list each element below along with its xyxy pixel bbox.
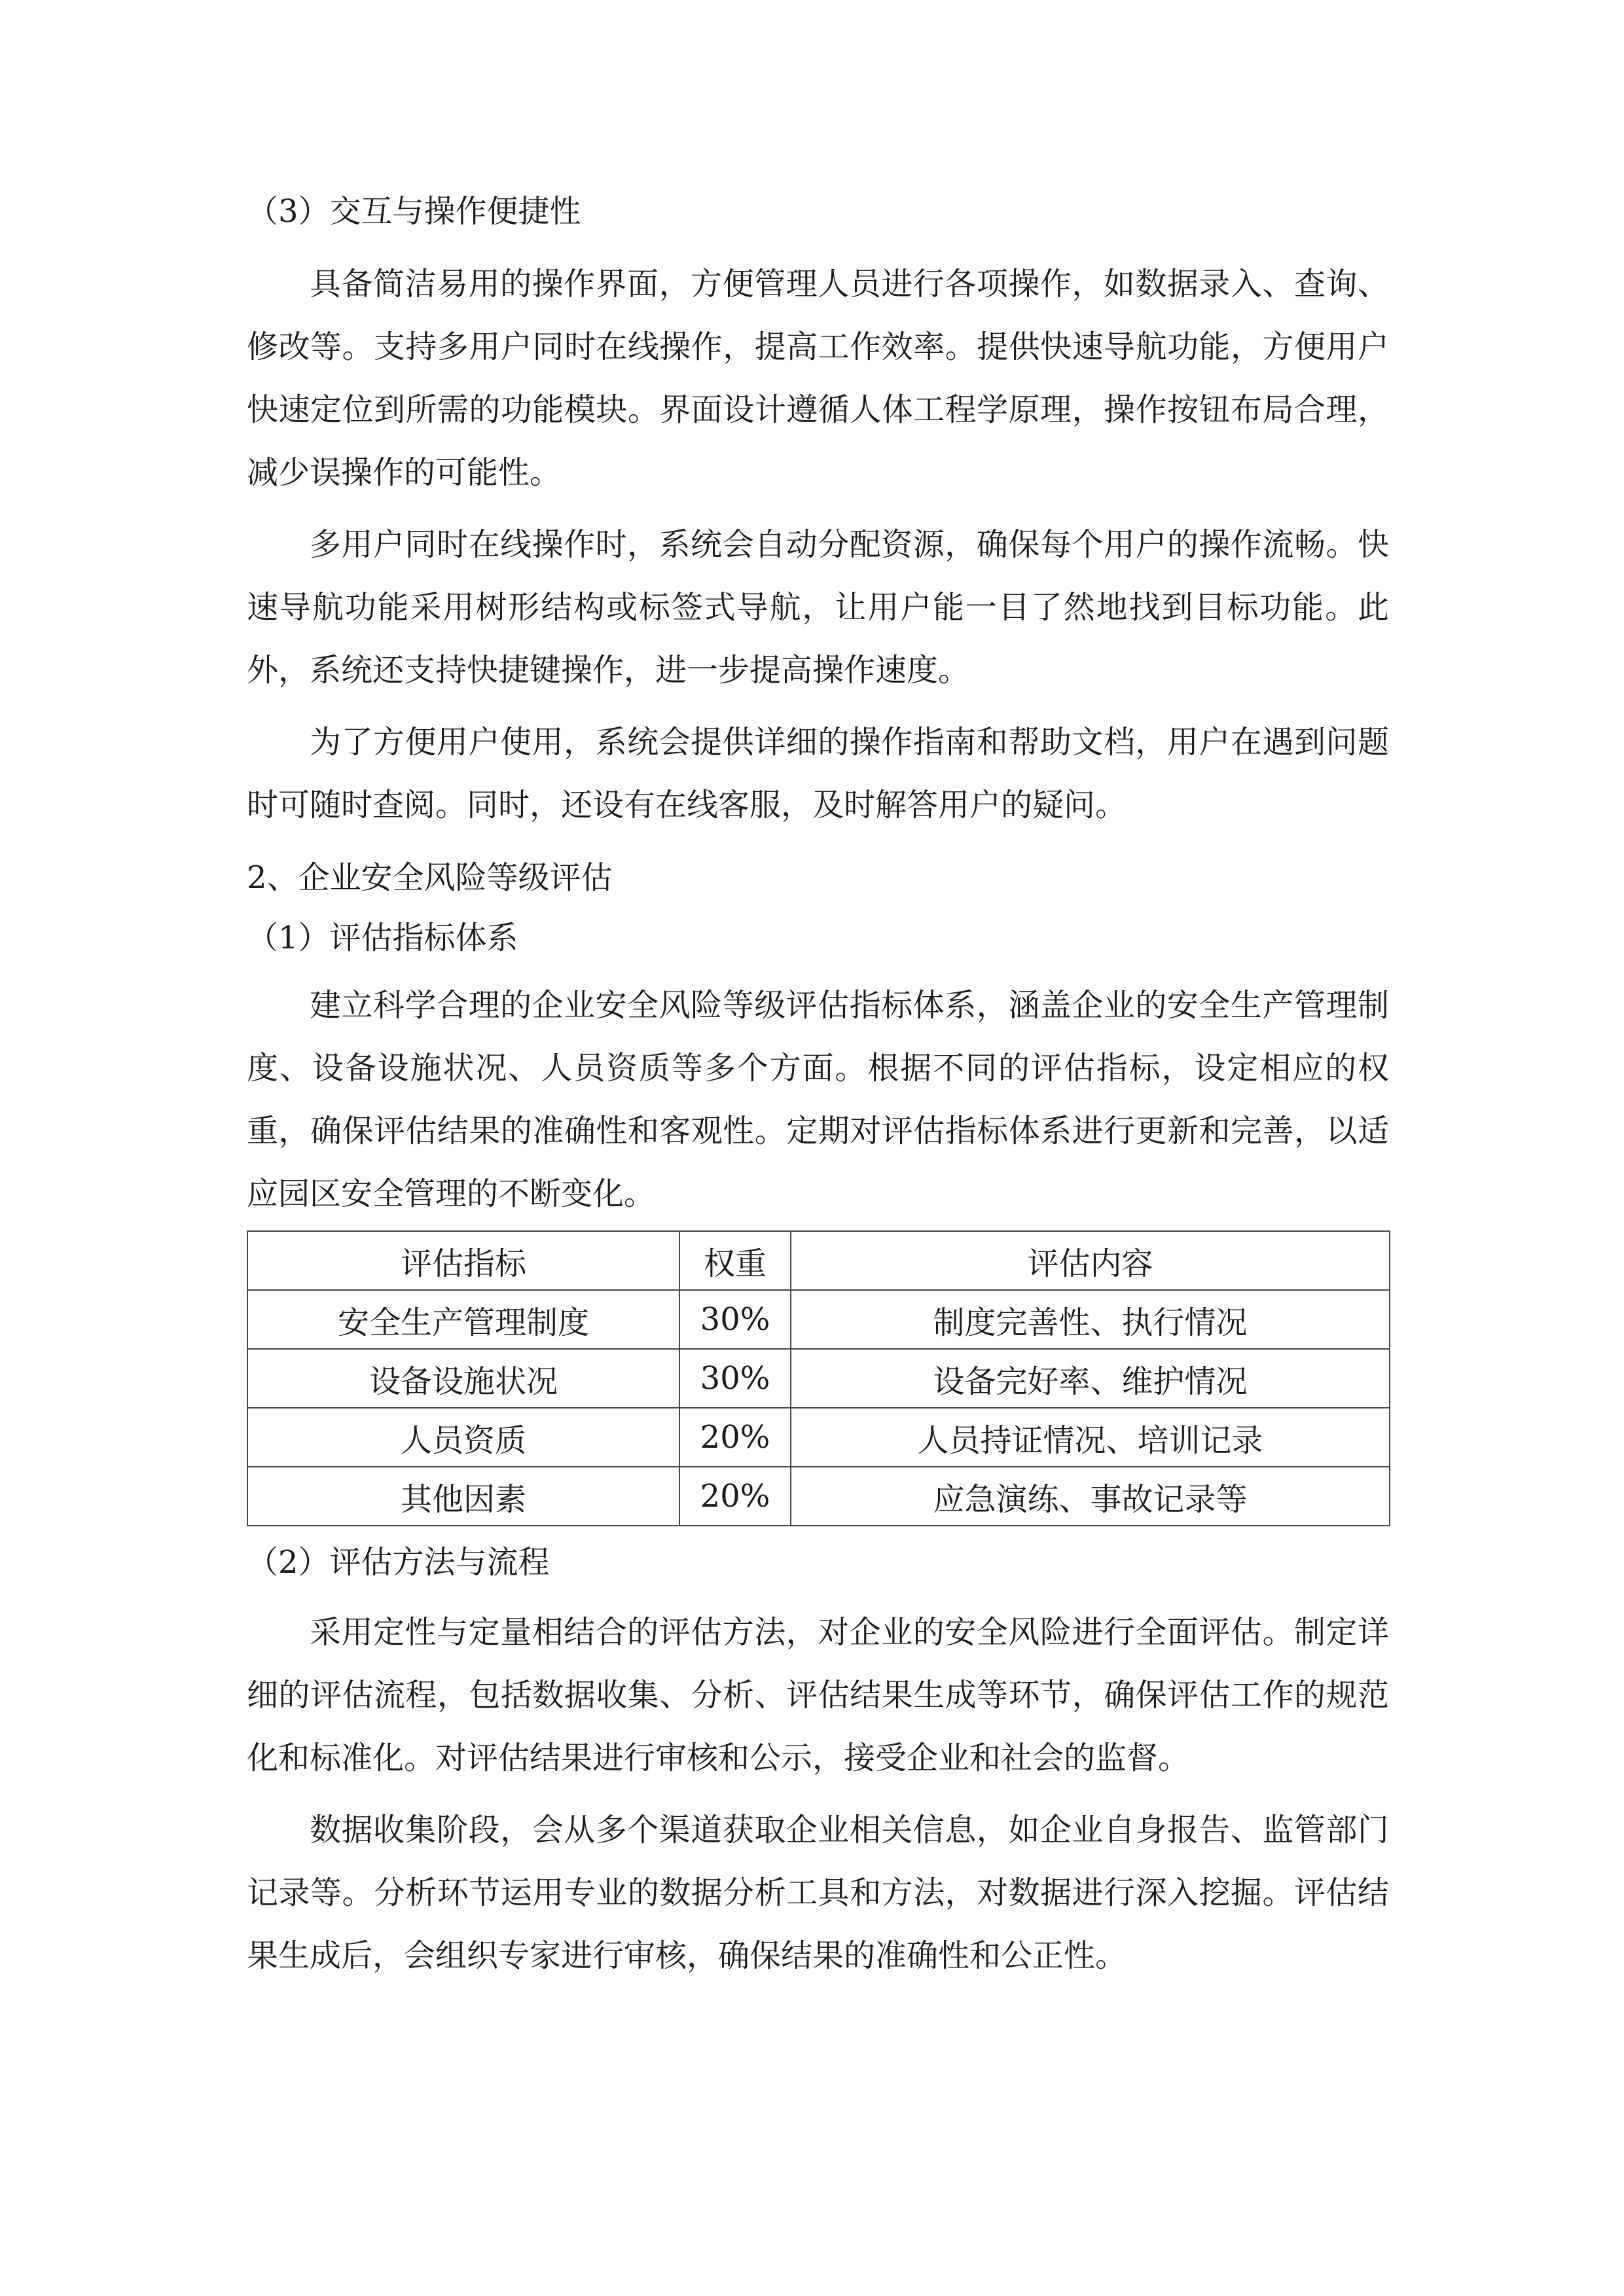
table-cell: 设备完好率、维护情况 [791, 1349, 1390, 1408]
table-cell: 人员资质 [247, 1408, 679, 1467]
paragraph-a3: 为了方便用户使用，系统会提供详细的操作指南和帮助文档，用户在遇到问题时可随时查阅。同时，还设有在线客服，及时解答用户的疑问。 [247, 724, 1389, 823]
table-cell: 20% [679, 1467, 791, 1526]
table-cell: 30% [679, 1349, 791, 1408]
table-cell: 设备设施状况 [247, 1349, 679, 1408]
table-row [247, 1290, 1390, 1349]
table-header-row [247, 1231, 1390, 1290]
paragraph-a2: 多用户同时在线操作时，系统会自动分配资源，确保每个用户的操作流畅。快速导航功能采用树形结构或标签式导航，让用户能一目了然地找到目标功能。此外，系统还支持快捷键操作，进一步提高操作速度。 [247, 526, 1389, 689]
paragraph-c2: 数据收集阶段，会从多个渠道获取企业相关信息，如企业自身报告、监管部门记录等。分析环节运用专业的数据分析工具和方法，对数据进行深入挖掘。评估结果生成后，会组织专家进行审核，确保结果的准确性和公正性。 [247, 1812, 1389, 1974]
section-2-heading: （2）评估方法与流程 [247, 1544, 550, 1581]
chapter-2-heading: 2、企业安全风险等级评估 [247, 859, 613, 896]
table-cell: 安全生产管理制度 [247, 1290, 679, 1349]
paragraph-a1: 具备简洁易用的操作界面，方便管理人员进行各项操作，如数据录入、查询、修改等。支持多用户同时在线操作，提高工作效率。提供快速导航功能，方便用户快速定位到所需的功能模块。界面设计遵循人体工程学原理，操作按钮布局合理，减少误操作的可能性。 [247, 266, 1389, 491]
section-1-heading: （1）评估指标体系 [247, 920, 518, 956]
table-cell: 20% [679, 1408, 791, 1467]
table-header-cell: 评估内容 [791, 1231, 1390, 1290]
table-cell: 制度完善性、执行情况 [791, 1290, 1390, 1349]
table-cell: 30% [679, 1290, 791, 1349]
table-header-cell: 评估指标 [247, 1231, 679, 1290]
table-cell: 其他因素 [247, 1467, 679, 1526]
table-row [247, 1408, 1390, 1467]
table-header-cell: 权重 [679, 1231, 791, 1290]
table-cell: 人员持证情况、培训记录 [791, 1408, 1390, 1467]
evaluation-table [247, 1230, 1390, 1526]
paragraph-b: 建立科学合理的企业安全风险等级评估指标体系，涵盖企业的安全生产管理制度、设备设施状况、人员资质等多个方面。根据不同的评估指标，设定相应的权重，确保评估结果的准确性和客观性。定期对评估指标体系进行更新和完善，以适应园区安全管理的不断变化。 [247, 987, 1389, 1212]
paragraph-c1: 采用定性与定量相结合的评估方法，对企业的安全风险进行全面评估。制定详细的评估流程，包括数据收集、分析、评估结果生成等环节，确保评估工作的规范化和标准化。对评估结果进行审核和公示，接受企业和社会的监督。 [247, 1614, 1389, 1776]
table-cell: 应急演练、事故记录等 [791, 1467, 1390, 1526]
table-row [247, 1349, 1390, 1408]
document-page [247, 190, 1389, 1987]
section-3-heading: （3）交互与操作便捷性 [247, 193, 581, 230]
table-row [247, 1467, 1390, 1526]
